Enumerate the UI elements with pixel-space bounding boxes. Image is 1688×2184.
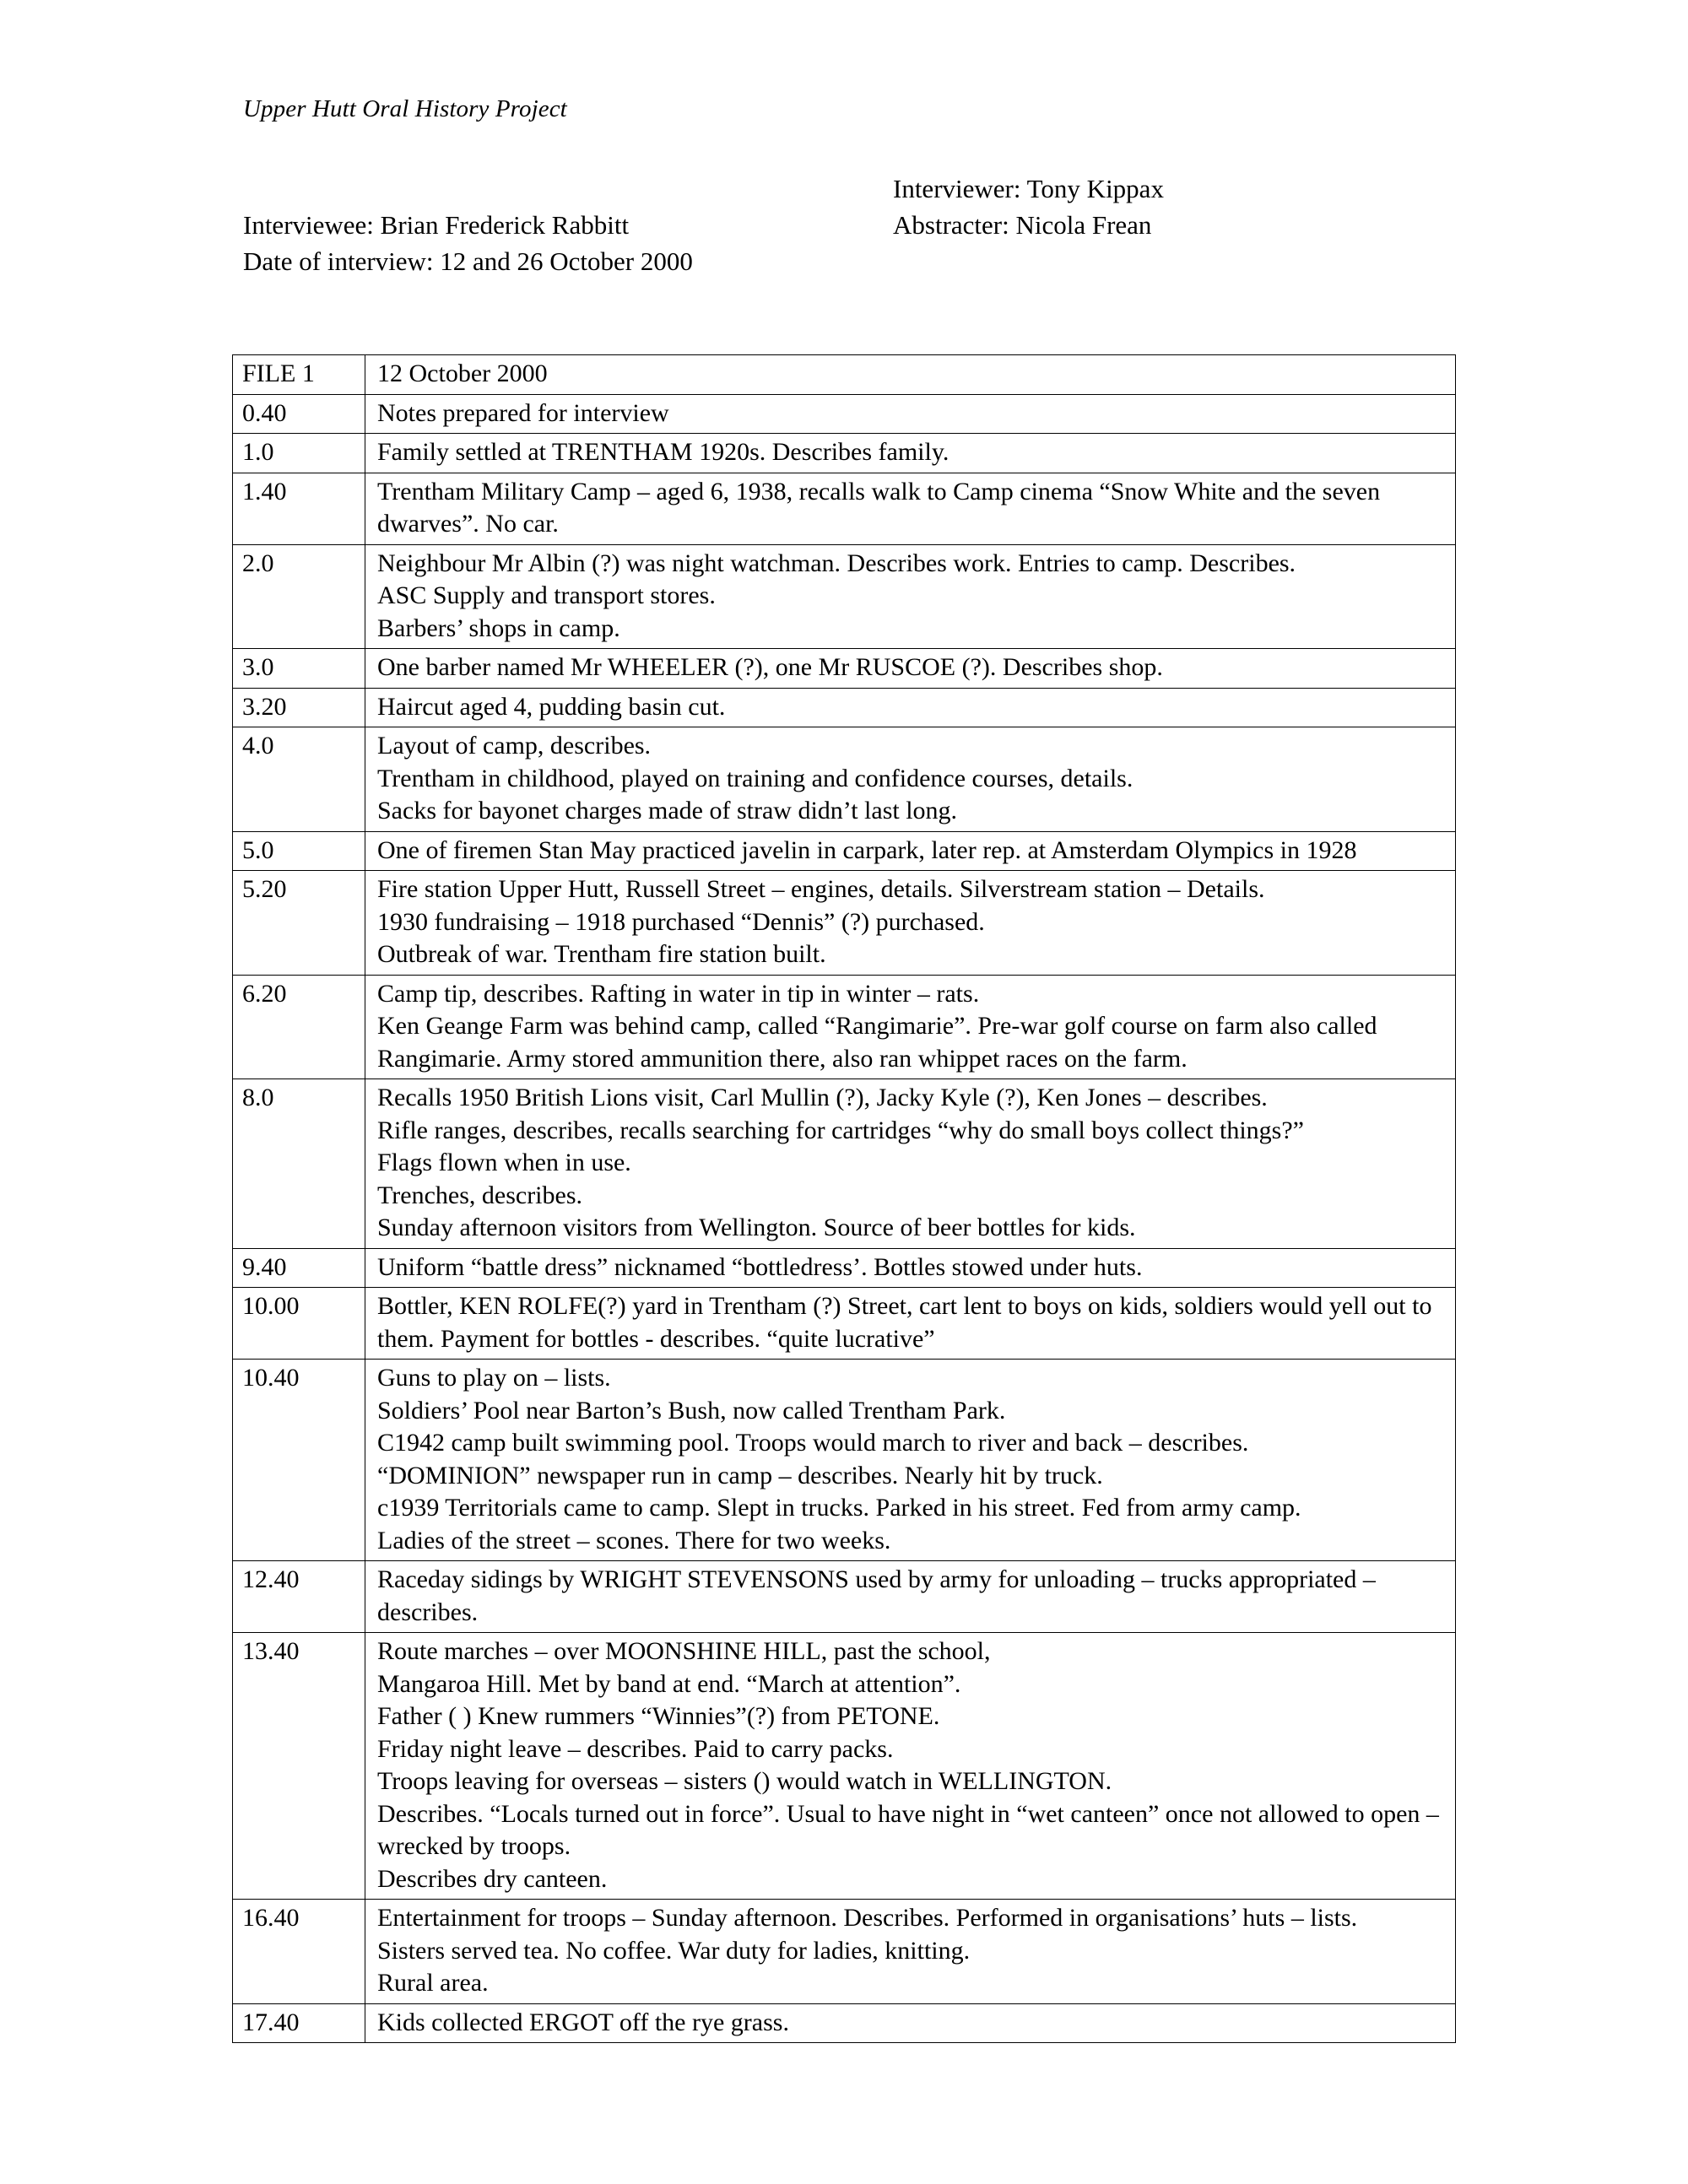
timecode-cell: 0.40	[233, 394, 365, 434]
interviewer-label: Interviewer: Tony Kippax	[893, 174, 1164, 203]
content-line: Rural area.	[377, 1969, 489, 1997]
content-cell	[365, 544, 1456, 649]
content-line: Trenches, describes.	[377, 1181, 583, 1209]
table-row	[233, 355, 1456, 395]
content-cell	[365, 1288, 1456, 1360]
table-row	[233, 1248, 1456, 1288]
timecode-cell: 10.40	[233, 1360, 365, 1561]
content-line: Neighbour Mr Albin (?) was night watchman. Describes work. Entries to camp. Describes.	[377, 549, 1296, 577]
content-line: Describes. “Locals turned out in force”. Usual to have night in “wet canteen” once not allowed to open – wrecked by troops.	[377, 1799, 1439, 1860]
content-line: One barber named Mr WHEELER (?), one Mr RUSCOE (?). Describes shop.	[377, 653, 1163, 681]
table-row	[233, 434, 1456, 473]
table-row	[233, 688, 1456, 727]
content-line: Outbreak of war. Trentham fire station built.	[377, 940, 826, 968]
table-row	[233, 727, 1456, 832]
content-cell	[365, 434, 1456, 473]
interview-metadata-block	[243, 174, 1458, 279]
content-line: ASC Supply and transport stores.	[377, 581, 716, 609]
content-line: Ladies of the street – scones. There for two weeks.	[377, 1526, 891, 1554]
table-row	[233, 544, 1456, 649]
content-line: Ken Geange Farm was behind camp, called “Rangimarie”. Pre-war golf course on farm also called Rangimarie. Army stored ammunition there, also ran whippet races on the farm.	[377, 1012, 1377, 1073]
timecode-cell: 1.0	[233, 434, 365, 473]
table-row	[233, 831, 1456, 871]
content-line: One of firemen Stan May practiced javelin in carpark, later rep. at Amsterdam Olympics in 1928	[377, 835, 1357, 864]
content-cell	[365, 871, 1456, 976]
content-line: c1939 Territorials came to camp. Slept in trucks. Parked in his street. Fed from army camp.	[377, 1494, 1301, 1522]
content-line: Layout of camp, describes.	[377, 732, 652, 760]
content-line: Family settled at TRENTHAM 1920s. Describes family.	[377, 438, 950, 466]
content-line: Mangaroa Hill. Met by band at end. “March at attention”.	[377, 1669, 961, 1698]
table-row	[233, 1633, 1456, 1900]
timecode-cell: 2.0	[233, 544, 365, 649]
content-line: Notes prepared for interview	[377, 398, 669, 427]
content-line: Raceday sidings by WRIGHT STEVENSONS used by army for unloading – trucks appropriated – describes.	[377, 1565, 1376, 1626]
content-cell	[365, 688, 1456, 727]
table-row	[233, 2003, 1456, 2043]
content-cell	[365, 473, 1456, 544]
content-line: C1942 camp built swimming pool. Troops would march to river and back – describes.	[377, 1429, 1249, 1457]
content-line: Sisters served tea. No coffee. War duty for ladies, knitting.	[377, 1936, 971, 1965]
content-line: Camp tip, describes. Rafting in water in tip in winter – rats.	[377, 979, 980, 1008]
timecode-cell: 16.40	[233, 1900, 365, 2004]
timecode-cell: 3.20	[233, 688, 365, 727]
content-line: Fire station Upper Hutt, Russell Street – engines, details. Silverstream station – Details.	[377, 875, 1265, 903]
content-cell	[365, 1561, 1456, 1633]
table-row	[233, 1900, 1456, 2004]
table-row	[233, 649, 1456, 689]
content-line: Recalls 1950 British Lions visit, Carl Mullin (?), Jacky Kyle (?), Ken Jones – describes.	[377, 1084, 1268, 1111]
content-line: Soldiers’ Pool near Barton’s Bush, now called Trentham Park.	[377, 1396, 1006, 1424]
timecode-cell: 4.0	[233, 727, 365, 832]
content-line: Trentham in childhood, played on training and confidence courses, details.	[377, 764, 1133, 792]
content-cell	[365, 975, 1456, 1079]
content-cell	[365, 1633, 1456, 1900]
content-cell	[365, 649, 1456, 689]
timecode-cell: 8.0	[233, 1079, 365, 1249]
content-line: Trentham Military Camp – aged 6, 1938, recalls walk to Camp cinema “Snow White and the seven dwarves”. No car.	[377, 477, 1381, 538]
content-cell	[365, 1079, 1456, 1249]
content-line: 1930 fundraising – 1918 purchased “Dennis” (?) purchased.	[377, 907, 985, 936]
timecode-cell: 13.40	[233, 1633, 365, 1900]
table-row	[233, 1360, 1456, 1561]
timecode-cell: FILE 1	[233, 355, 365, 395]
table-row	[233, 473, 1456, 544]
content-line: Flags flown when in use.	[377, 1149, 631, 1176]
timecode-cell: 9.40	[233, 1248, 365, 1288]
content-line: Entertainment for troops – Sunday afternoon. Describes. Performed in organisations’ huts – lists.	[377, 1904, 1358, 1932]
content-line: Bottler, KEN ROLFE(?) yard in Trentham (?) Street, cart lent to boys on kids, soldiers would yell out to them. Payment for bottles - describes. “quite lucrative”	[377, 1292, 1432, 1353]
abstract-table-body	[233, 355, 1456, 2043]
content-line: Father ( ) Knew rummers “Winnies”(?) from PETONE.	[377, 1702, 940, 1730]
content-line: “DOMINION” newspaper run in camp – describes. Nearly hit by truck.	[377, 1461, 1103, 1489]
content-line: Guns to play on – lists.	[377, 1364, 611, 1392]
timecode-cell: 5.0	[233, 831, 365, 871]
table-row	[233, 975, 1456, 1079]
timecode-cell: 10.00	[233, 1288, 365, 1360]
interview-abstract-table	[232, 354, 1456, 2043]
timecode-cell: 17.40	[233, 2003, 365, 2043]
table-row	[233, 871, 1456, 976]
content-cell	[365, 355, 1456, 395]
content-line: Sacks for bayonet charges made of straw didn’t last long.	[377, 797, 958, 824]
content-line: Sunday afternoon visitors from Wellington. Source of beer bottles for kids.	[377, 1214, 1136, 1241]
table-row	[233, 394, 1456, 434]
content-line: Uniform “battle dress” nicknamed “bottledress’. Bottles stowed under huts.	[377, 1252, 1143, 1281]
metadata-row-interviewee	[243, 174, 1458, 243]
date-of-interview-label: Date of interview: 12 and 26 October 2000	[243, 246, 693, 276]
content-line: Barbers’ shops in camp.	[377, 614, 620, 642]
content-line: Describes dry canteen.	[377, 1864, 608, 1893]
content-line: Rifle ranges, describes, recalls searching for cartridges “why do small boys collect things?”	[377, 1116, 1304, 1144]
content-line: Haircut aged 4, pudding basin cut.	[377, 692, 726, 721]
content-cell	[365, 1360, 1456, 1561]
content-cell	[365, 1900, 1456, 2004]
abstracter-label: Abstracter: Nicola Frean	[893, 210, 1152, 240]
metadata-row-date	[243, 243, 1458, 279]
interviewee-label: Interviewee: Brian Frederick Rabbitt	[243, 210, 630, 240]
timecode-cell: 1.40	[233, 473, 365, 544]
table-row	[233, 1288, 1456, 1360]
content-line: Route marches – over MOONSHINE HILL, past the school,	[377, 1637, 991, 1665]
running-header-title: Upper Hutt Oral History Project	[243, 95, 567, 122]
content-cell	[365, 727, 1456, 832]
timecode-cell: 3.0	[233, 649, 365, 689]
timecode-cell: 6.20	[233, 975, 365, 1079]
content-cell	[365, 394, 1456, 434]
timecode-cell: 12.40	[233, 1561, 365, 1633]
content-line: Friday night leave – describes. Paid to carry packs.	[377, 1734, 894, 1763]
content-line: Kids collected ERGOT off the rye grass.	[377, 2008, 789, 2036]
content-cell	[365, 2003, 1456, 2043]
table-row	[233, 1561, 1456, 1633]
content-cell	[365, 831, 1456, 871]
content-line: Troops leaving for overseas – sisters () would watch in WELLINGTON.	[377, 1767, 1112, 1795]
content-cell	[365, 1248, 1456, 1288]
table-row	[233, 1079, 1456, 1249]
timecode-cell: 5.20	[233, 871, 365, 976]
content-line: 12 October 2000	[377, 359, 548, 387]
